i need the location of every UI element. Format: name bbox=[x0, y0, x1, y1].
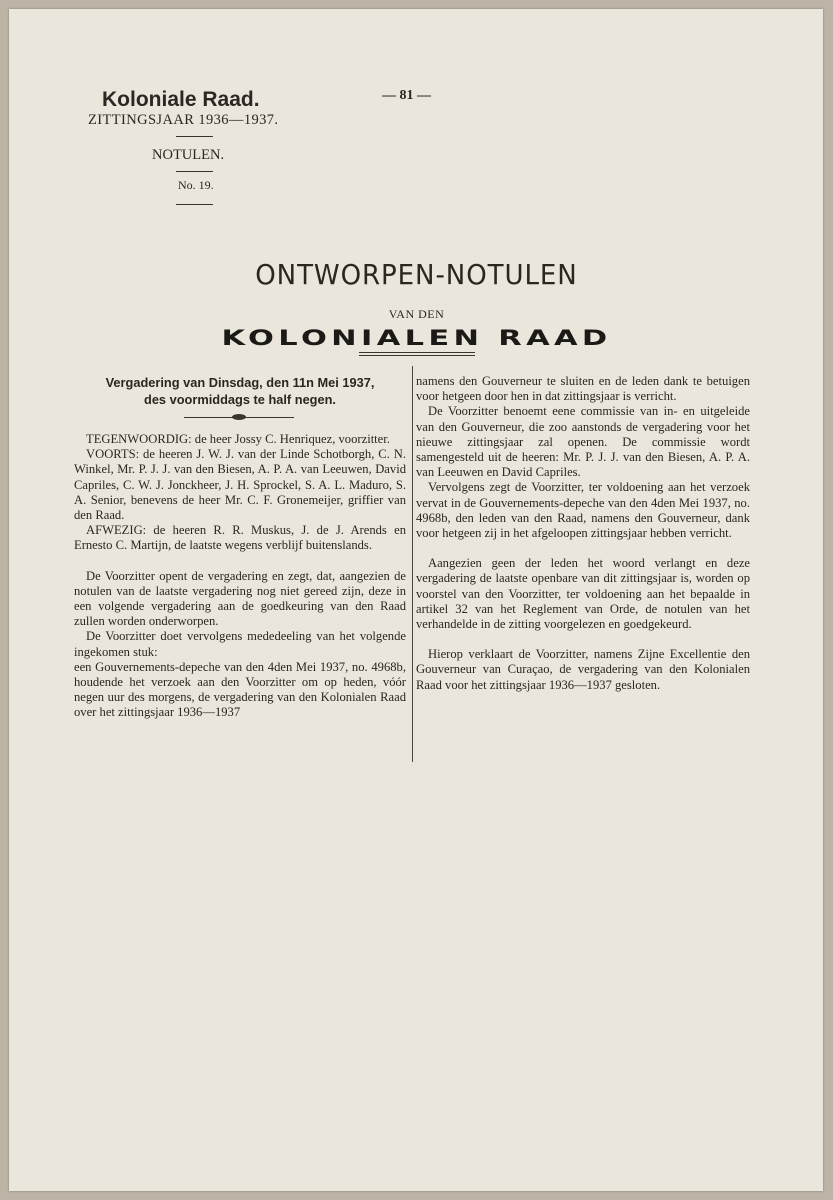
title-double-rule bbox=[359, 352, 475, 353]
commission-paragraph: De Voorzitter benoemt eene commissie van in- en uitgeleide van den Gouverneur, die zoo aanstonds de vergadering voor het nieuwe zittingsjaar zal openen. De commissie wordt samengesteld uit de heeren: Mr. P. J. J. van den Biesen, A. P. A. van Leeuwen en David Capriles. bbox=[416, 404, 750, 480]
ornament-divider bbox=[74, 408, 406, 426]
header-rule bbox=[176, 204, 213, 205]
main-title: ONTWORPEN-NOTULEN bbox=[255, 258, 578, 291]
notulen-label: NOTULEN. bbox=[152, 147, 225, 163]
page-number: — 81 — bbox=[382, 88, 431, 103]
closure-paragraph: Hierop verklaart de Voorzitter, namens Zijne Excellentie den Gouverneur van Curaçao, de vergadering van den Kolonialen Raad voor het zittingsjaar 1936—1937 gesloten. bbox=[416, 647, 750, 692]
session-year: ZITTINGSJAAR 1936—1937. bbox=[88, 112, 279, 128]
council-title: Koloniale Raad. bbox=[102, 88, 260, 111]
header-rule bbox=[176, 171, 213, 172]
van-den-label: VAN DEN bbox=[388, 307, 445, 321]
kolonialen-raad-heading bbox=[0, 326, 833, 350]
announcement-paragraph: De Voorzitter doet vervolgens mededeeling van het volgende ingekomen stuk: bbox=[74, 629, 406, 659]
title-double-rule bbox=[359, 355, 475, 356]
depeche-paragraph: een Gouvernements-depeche van den 4den Mei 1937, no. 4968b, houdende het verzoek aan den Voorzitter om op heden, vóór negen uur des morgens, de vergadering van den Kolonialen Raad over het zittingsjaar 1936—1937 bbox=[74, 659, 406, 720]
right-column bbox=[416, 374, 750, 693]
present-paragraph: TEGENWOORDIG: de heer Jossy C. Henriquez, voorzitter. bbox=[86, 432, 390, 446]
meeting-line-1: Vergadering van Dinsdag, den 11n Mei 1937, bbox=[105, 375, 375, 390]
absent-paragraph: AFWEZIG: de heeren R. R. Muskus, J. de J. Arends en Ernesto C. Martijn, de laatste wegens verblijf buitenslands. bbox=[74, 523, 406, 553]
header-rule bbox=[176, 136, 213, 137]
opening-paragraph: De Voorzitter opent de vergadering en zegt, dat, aangezien de notulen van de laatste vergadering nog niet gereed zijn, deze in een volgende vergadering aan de goedkeuring van den Raad zullen worden onderworpen. bbox=[74, 568, 406, 629]
also-present-paragraph: VOORTS: de heeren J. W. J. van der Linde Schotborgh, C. N. Winkel, Mr. P. J. J. van den Biesen, A. P. A. van Leeuwen, David Capriles, C. W. J. Jonckheer, J. H. Sprockel, S. A. L. Maduro, S. A. Senior, benevens de heer Mr. C. F. Gronemeijer, griffier van den Raad. bbox=[74, 447, 406, 523]
column-divider bbox=[412, 366, 413, 762]
left-column bbox=[74, 374, 406, 721]
document-number: No. 19. bbox=[178, 178, 214, 192]
approval-paragraph: Aangezien geen der leden het woord verlangt en deze vergadering de laatste openbare van dit zittingsjaar is, worden op voorstel van den Voorzitter, ter voldoening aan het bepaalde in artikel 32 van het Reglement van Orde, de notulen van het verhandelde in de zitting voorgelezen en goedgekeurd. bbox=[416, 556, 750, 632]
thanks-paragraph: Vervolgens zegt de Voorzitter, ter voldoening aan het verzoek vervat in de Gouvernements-depeche van den 4den Mei 1937, no. 4968b, den leden van den Raad, namens den Gouverneur, dank voor hetgeen zij in het afgeloopen zittingsjaar hebben verricht. bbox=[416, 480, 750, 541]
meeting-line-2: des voormiddags te half negen. bbox=[144, 392, 336, 407]
closing-thanks-paragraph: namens den Gouverneur te sluiten en de leden dank te betuigen voor hetgeen door hen in dat zittingsjaar is verricht. bbox=[416, 374, 750, 404]
kolonialen-raad-text: KOLONIALEN RAAD bbox=[221, 326, 612, 350]
meeting-heading bbox=[74, 374, 406, 408]
